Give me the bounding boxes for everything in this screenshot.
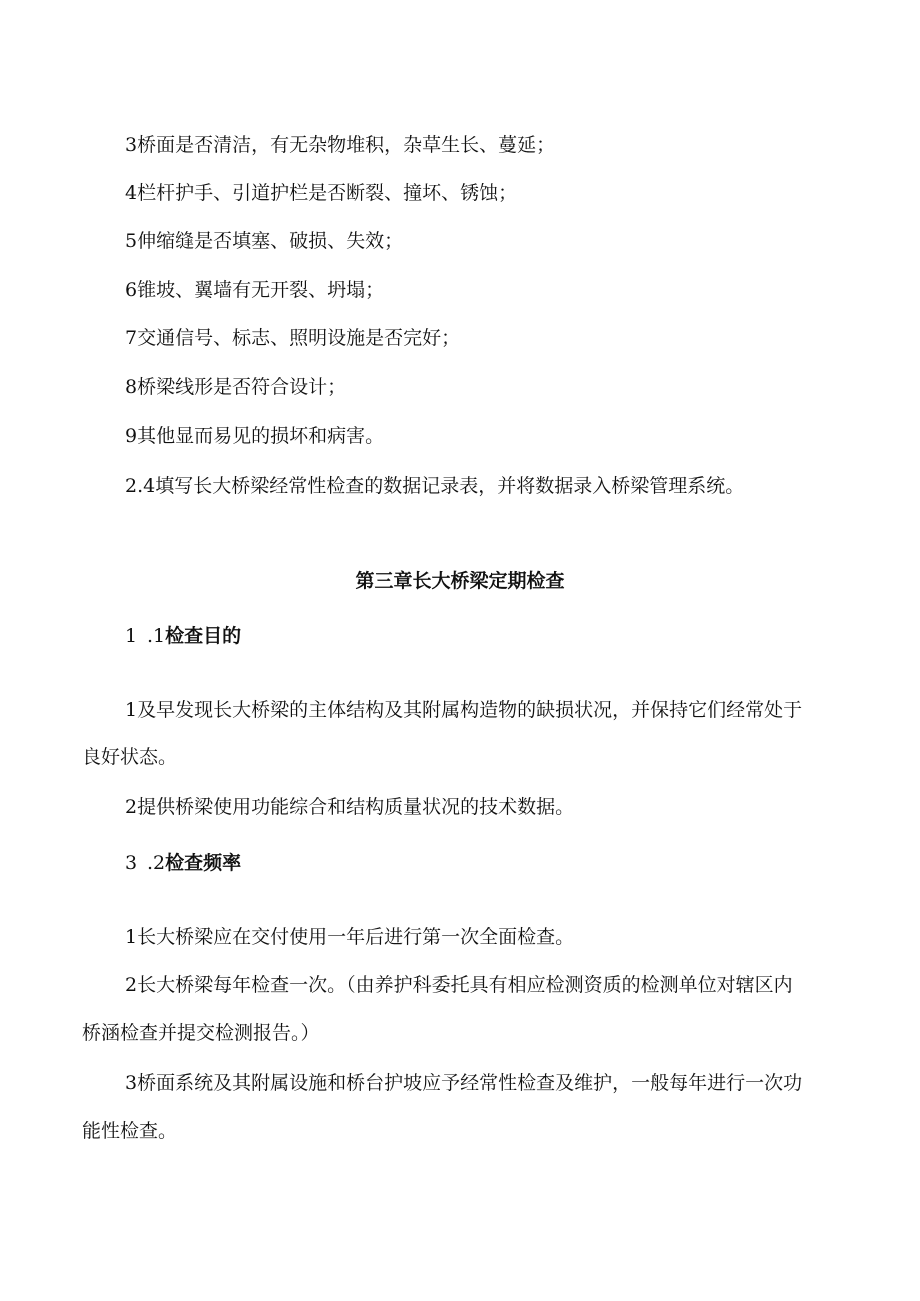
list-item: 8桥梁线形是否符合设计； (125, 376, 347, 398)
section-subnumber: .2 (147, 852, 166, 874)
list-item: 5伸缩缝是否填塞、破损、失效； (125, 230, 404, 252)
section-heading-frequency (125, 851, 241, 875)
paragraph-line: 2长大桥梁每年检查一次。（由养护科委托具有相应检测资质的检测单位对辖区内 (125, 974, 793, 996)
paragraph-line: 桥涵检查并提交检测报告。） (82, 1022, 320, 1044)
list-item: 3桥面是否清洁，有无杂物堆积，杂草生长、蔓延； (125, 134, 556, 156)
paragraph-line: 良好状态。 (82, 746, 178, 768)
section-title: 检查频率 (165, 852, 242, 874)
list-item: 2提供桥梁使用功能综合和结构质量状况的技术数据。 (125, 796, 575, 818)
list-item: 4栏杆护手、引道护栏是否断裂、撞坏、锈蚀； (125, 182, 518, 204)
paragraph-line: 3桥面系统及其附属设施和桥台护坡应予经常性检查及维护，一般每年进行一次功 (125, 1072, 803, 1094)
section-number: 1 (125, 625, 138, 647)
list-item: 6锥坡、翼墙有无开裂、坍塌； (125, 279, 385, 301)
section-subnumber: .1 (147, 625, 166, 647)
section-heading-purpose (125, 624, 241, 648)
section-title: 检查目的 (165, 625, 242, 647)
list-item: 9其他显而易见的损坏和病害。 (125, 425, 385, 447)
list-item: 2.4填写长大桥梁经常性检查的数据记录表，并将数据录入桥梁管理系统。 (125, 475, 745, 497)
chapter-title: 第三章长大桥梁定期检查 (355, 570, 565, 592)
paragraph-line: 能性检查。 (82, 1120, 178, 1142)
paragraph-line: 1及早发现长大桥梁的主体结构及其附属构造物的缺损状况，并保持它们经常处于 (125, 699, 803, 721)
list-item: 1长大桥梁应在交付使用一年后进行第一次全面检查。 (125, 926, 575, 948)
section-number: 3 (125, 852, 138, 874)
list-item: 7交通信号、标志、照明设施是否完好； (125, 327, 461, 349)
